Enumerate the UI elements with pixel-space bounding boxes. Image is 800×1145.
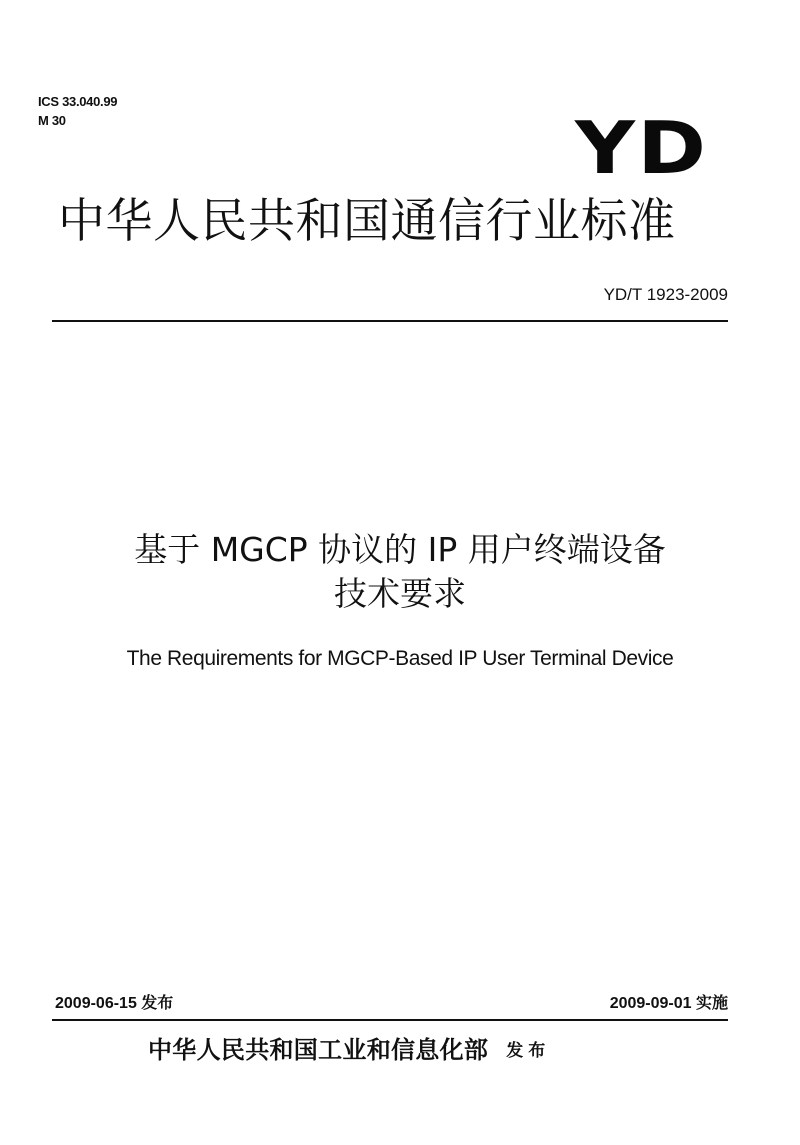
header-divider <box>52 320 728 322</box>
document-title-english: The Requirements for MGCP-Based IP User Terminal Device <box>126 647 674 670</box>
date-row <box>55 992 728 1016</box>
publisher-name: 中华人民共和国工业和信息化部 <box>148 1035 489 1064</box>
publisher <box>148 1033 550 1068</box>
document-title <box>0 528 800 616</box>
publisher-action: 发布 <box>506 1041 551 1061</box>
footer-divider <box>52 1019 728 1021</box>
implementation-date: 2009-09-01 实施 <box>609 995 728 1012</box>
standard-number: YD/T 1923-2009 <box>603 285 728 304</box>
document-title-line-1: 基于 MGCP 协议的 IP 用户终端设备 <box>134 530 666 569</box>
document-title-line-2: 技术要求 <box>334 574 466 613</box>
release-date: 2009-06-15 发布 <box>55 995 174 1012</box>
standard-title: 中华人民共和国通信行业标准 <box>58 194 676 249</box>
category-code: M 30 <box>38 113 66 128</box>
ics-code: ICS 33.040.99 <box>38 94 118 109</box>
yd-logo: YD <box>575 106 709 190</box>
classification-codes <box>38 92 117 130</box>
